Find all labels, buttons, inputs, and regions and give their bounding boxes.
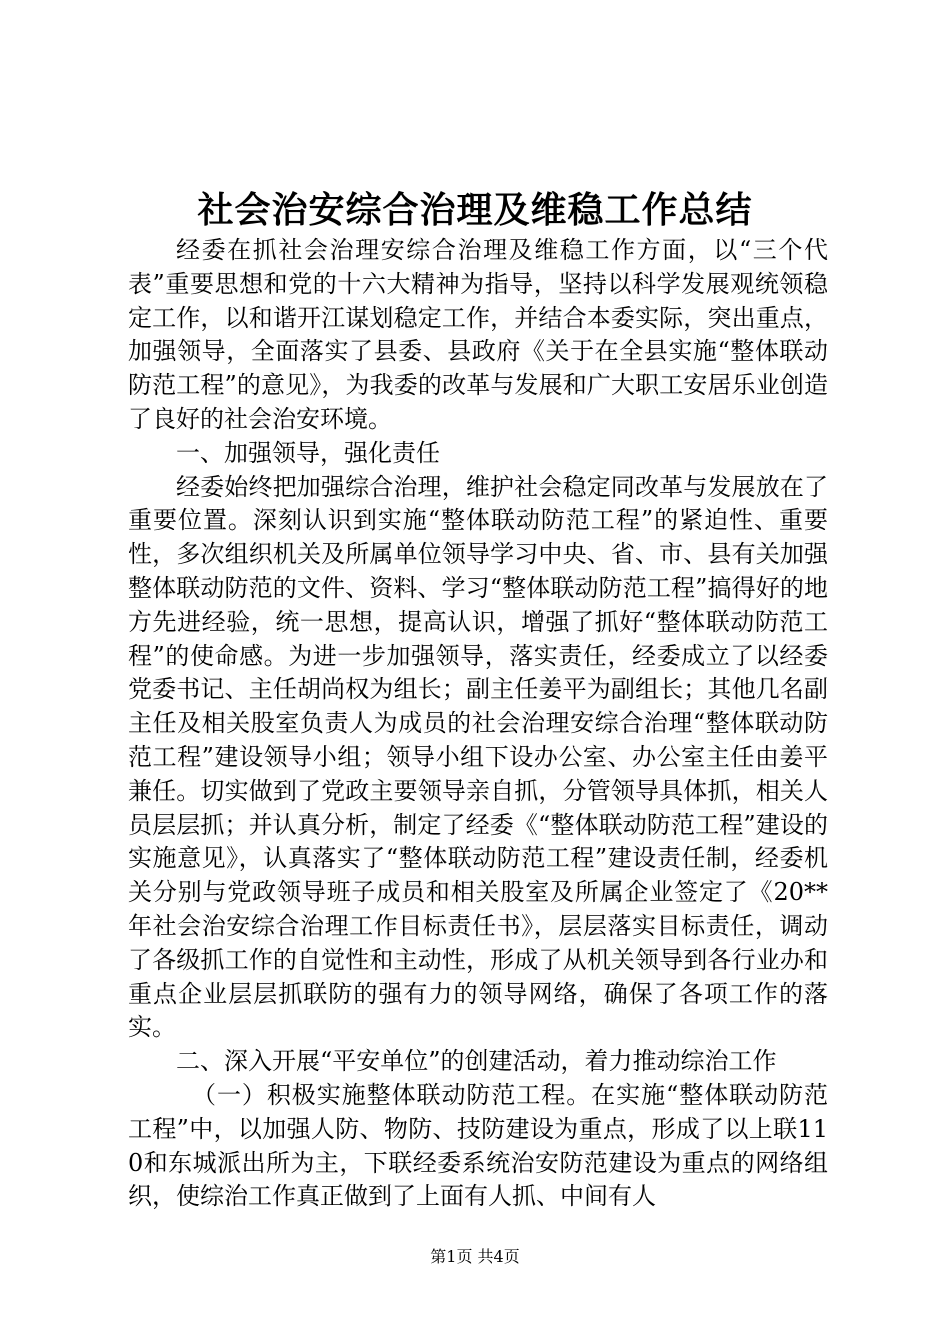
page-footer: 第1页 共4页 xyxy=(430,1247,520,1266)
intro-paragraph: 经委在抓社会治理安综合治理及维稳工作方面，以“三个代表”重要思想和党的十六大精神为指导，坚持以科学发展观统领稳定工作，以和谐开江谋划稳定工作，并结合本委实际，突出重点，加强领导，全面落实了县委、县政府《关于在全县实施“整体联动防范工程”的意见》，为我委的改革与发展和广大职工安居乐业创造了良好的社会治安环境。 xyxy=(128,236,828,433)
section-heading-1: 一、加强领导，强化责任 xyxy=(176,438,440,467)
document-body xyxy=(128,234,828,1214)
subsection-1-paragraph: （一）积极实施整体联动防范工程。在实施“整体联动防范工程”中，以加强人防、物防、技防建设为重点，形成了以上联110和东城派出所为主，下联经委系统治安防范建设为重点的网络组织，使综治工作真正做到了上面有人抓、中间有人 xyxy=(128,1080,828,1211)
document-title: 社会治安综合治理及维稳工作总结 xyxy=(197,189,753,231)
section-1-paragraph: 经委始终把加强综合治理，维护社会稳定同改革与发展放在了重要位置。深刻认识到实施“整体联动防范工程”的紧迫性、重要性，多次组织机关及所属单位领导学习中央、省、市、县有关加强整体联动防范的文件、资料、学习“整体联动防范工程”搞得好的地方先进经验，统一思想，提高认识，增强了抓好“整体联动防范工程”的使命感。为进一步加强领导，落实责任，经委成立了以经委党委书记、主任胡尚权为组长；副主任姜平为副组长；其他几名副主任及相关股室负责人为成员的社会治理安综合治理“整体联动防范工程”建设领导小组；领导小组下设办公室、办公室主任由姜平兼任。切实做到了党政主要领导亲自抓，分管领导具体抓，相关人员层层抓；并认真分析，制定了经委《“整体联动防范工程”建设的实施意见》，认真落实了“整体联动防范工程”建设责任制，经委机关分别与党政领导班子成员和相关股室及所属企业签定了《20**年社会治安综合治理工作目标责任书》，层层落实目标责任，调动了各级抓工作的自觉性和主动性，形成了从机关领导到各行业办和重点企业层层抓联防的强有力的领导网络，确保了各项工作的落实。 xyxy=(128,472,828,1042)
section-heading-2: 二、深入开展“平安单位”的创建活动，着力推动综治工作 xyxy=(176,1047,777,1076)
